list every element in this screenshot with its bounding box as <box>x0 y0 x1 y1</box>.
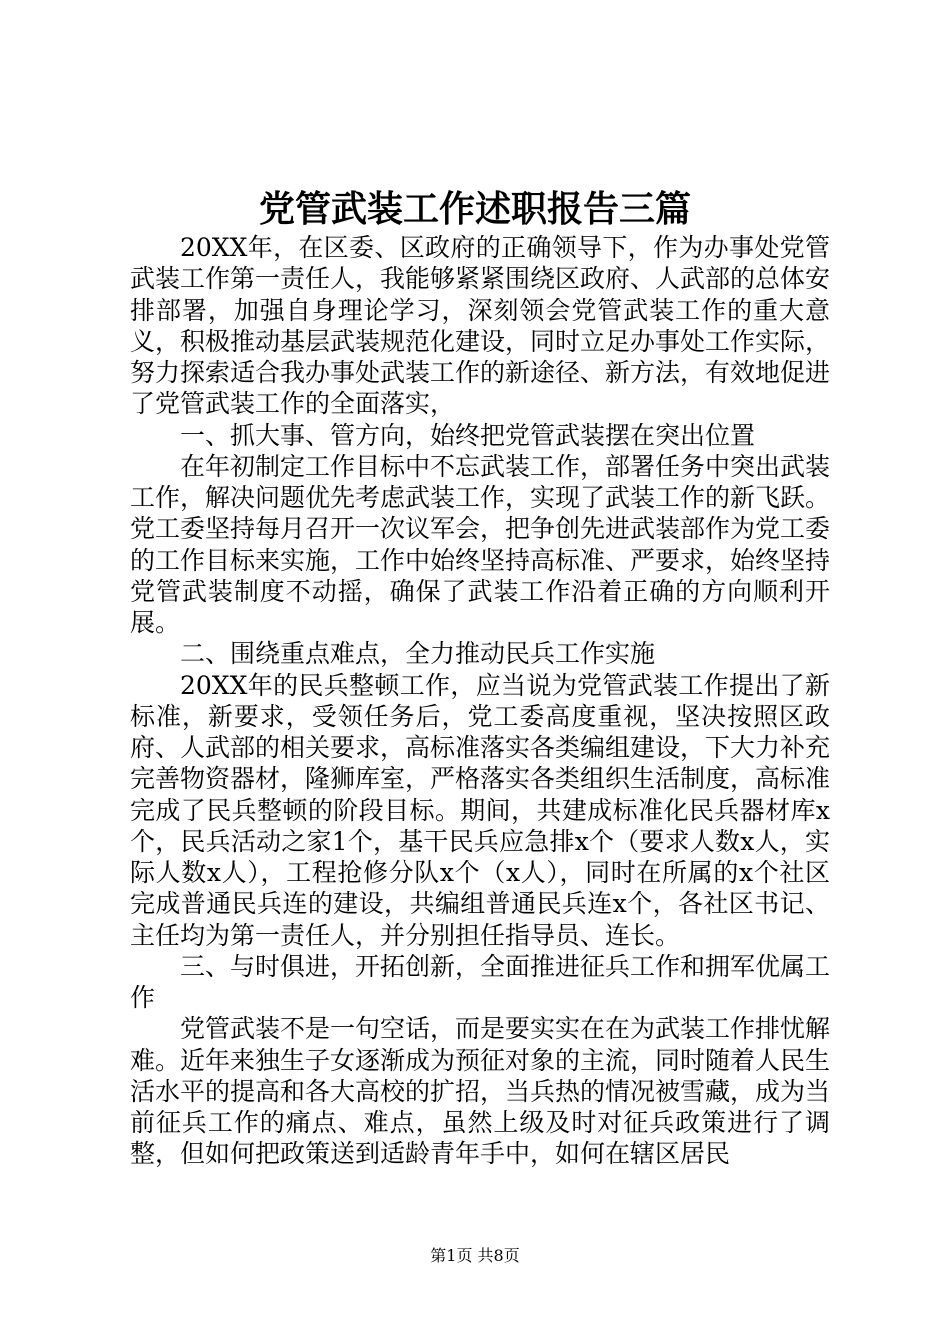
document-title: 党管武装工作述职报告三篇 <box>258 188 691 230</box>
paragraph-section-2: 20XX年的民兵整顿工作，应当说为党管武装工作提出了新标准，新要求，受领任务后，党工委高度重视，坚决按照区政府、人武部的相关要求，高标准落实各类编组建设，下大力补充完善物资器材，隆狮库室，严格落实各类组织生活制度，高标准完成了民兵整顿的阶段目标。期间，共建成标准化民兵器材库x个，民兵活动之家1个，基干民兵应急排x个（要求人数x人，实际人数x人），工程抢修分队x个（x人），同时在所属的x个社区完成普通民兵连的建设，共编组普通民兵连x个，各社区书记、主任均为第一责任人，并分别担任指导员、连长。 <box>130 670 831 950</box>
paragraph-section-3: 党管武装不是一句空话，而是要实实在在为武装工作排忧解难。近年来独生子女逐渐成为预征对象的主流，同时随着人民生活水平的提高和各大高校的扩招，当兵热的情况被雪藏，成为当前征兵工作的痛点、难点，虽然上级及时对征兵政策进行了调整，但如何把政策送到适龄青年手中，如何在辖区居民 <box>130 1014 831 1169</box>
page-number-footer: 第1页 共8页 <box>430 1246 520 1265</box>
section-heading-3: 三、与时俱进，开拓创新，全面推进征兵工作和拥军优属工作 <box>130 951 831 1012</box>
section-heading-1: 一、抓大事、管方向，始终把党管武装摆在突出位置 <box>180 420 756 450</box>
document-body <box>130 232 830 1170</box>
paragraph-intro: 20XX年，在区委、区政府的正确领导下，作为办事处党管武装工作第一责任人，我能够紧紧围绕区政府、人武部的总体安排部署，加强自身理论学习，深刻领会党管武装工作的重大意义，积极推动基层武装规范化建设，同时立足办事处工作实际，努力探索适合我办事处武装工作的新途径、新方法，有效地促进了党管武装工作的全面落实， <box>130 233 831 419</box>
paragraph-section-1: 在年初制定工作目标中不忘武装工作，部署任务中突出武装工作，解决问题优先考虑武装工作，实现了武装工作的新飞跃。党工委坚持每月召开一次议军会，把争创先进武装部作为党工委的工作目标来实施，工作中始终坚持高标准、严要求，始终坚持党管武装制度不动摇，确保了武装工作沿着正确的方向顺利开展。 <box>130 451 831 637</box>
section-heading-2: 二、围绕重点难点，全力推动民兵工作实施 <box>180 639 656 669</box>
